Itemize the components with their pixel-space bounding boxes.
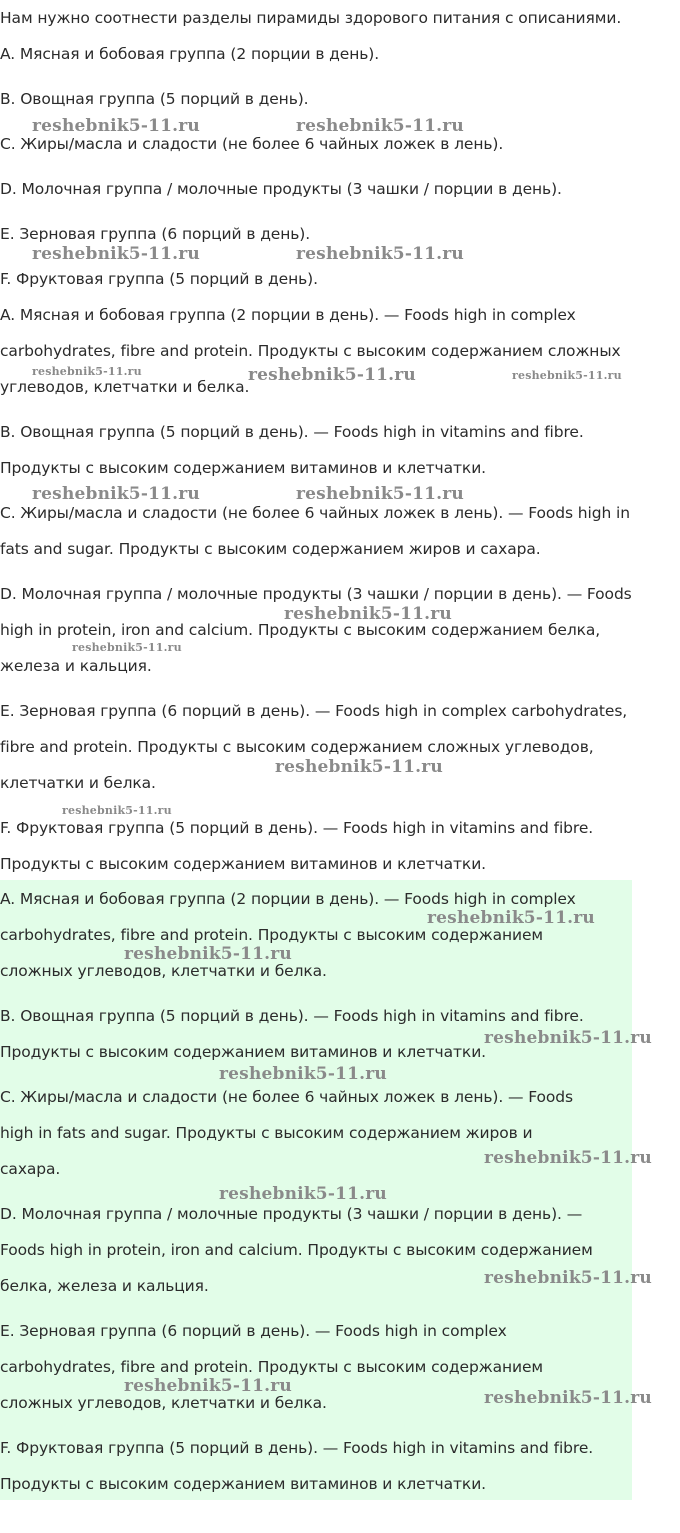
watermark-stamp: reshebnik5-11.ru: [219, 1064, 387, 1084]
watermark-stamp: reshebnik5-11.ru: [484, 1148, 652, 1168]
answer-c-line-2: high in fats and sugar. Продукты с высоким содержанием жиров и: [0, 1124, 533, 1142]
list-item-e: E. Зерновая группа (6 порций в день).: [0, 225, 311, 243]
answer-a-line-2: carbohydrates, fibre and protein. Продукты с высоким содержанием: [0, 926, 544, 944]
answer-a-line-1: A. Мясная и бобовая группа (2 порции в день). — Foods high in complex: [0, 890, 576, 908]
list-item-c: C. Жиры/масла и сладости (не более 6 чайных ложек в лень).: [0, 135, 504, 153]
match-a-line-1: A. Мясная и бобовая группа (2 порции в день). — Foods high in complex: [0, 306, 576, 324]
match-c-line-2: fats and sugar. Продукты с высоким содержанием жиров и сахара.: [0, 540, 541, 558]
answer-b-line-2: Продукты с высоким содержанием витаминов и клетчатки.: [0, 1043, 486, 1061]
match-d-line-2: high in protein, iron and calcium. Продукты с высоким содержанием белка,: [0, 621, 601, 639]
match-e-line-2: fibre and protein. Продукты с высоким содержанием сложных углеводов,: [0, 738, 594, 756]
match-b-line-2: Продукты с высоким содержанием витаминов и клетчатки.: [0, 459, 486, 477]
answer-b-line-1: B. Овощная группа (5 порций в день). — Foods high in vitamins and fibre.: [0, 1007, 584, 1025]
watermark-stamp: reshebnik5-11.ru: [275, 757, 443, 777]
intro-text: Нам нужно соотнести разделы пирамиды здорового питания с описаниями.: [0, 9, 622, 27]
watermark-stamp: reshebnik5-11.ru: [248, 365, 416, 385]
list-item-b: B. Овощная группа (5 порций в день).: [0, 90, 309, 108]
match-a-line-2: carbohydrates, fibre and protein. Продукты с высоким содержанием сложных: [0, 342, 621, 360]
match-e-line-1: E. Зерновая группа (6 порций в день). — Foods high in complex carbohydrates,: [0, 702, 628, 720]
watermark-stamp: reshebnik5-11.ru: [72, 641, 182, 654]
match-f-line-1: F. Фруктовая группа (5 порций в день). — Foods high in vitamins and fibre.: [0, 819, 594, 837]
watermark-stamp: reshebnik5-11.ru: [296, 484, 464, 504]
match-f-line-2: Продукты с высоким содержанием витаминов и клетчатки.: [0, 855, 486, 873]
match-b-line-1: B. Овощная группа (5 порций в день). — Foods high in vitamins and fibre.: [0, 423, 584, 441]
watermark-stamp: reshebnik5-11.ru: [219, 1184, 387, 1204]
answer-e-line-3: сложных углеводов, клетчатки и белка.: [0, 1394, 327, 1412]
list-item-d: D. Молочная группа / молочные продукты (3 чашки / порции в день).: [0, 180, 562, 198]
match-d-line-1: D. Молочная группа / молочные продукты (3 чашки / порции в день). — Foods: [0, 585, 632, 603]
match-a-line-3: углеводов, клетчатки и белка.: [0, 378, 250, 396]
watermark-stamp: reshebnik5-11.ru: [284, 604, 452, 624]
answer-d-line-3: белка, железа и кальция.: [0, 1277, 209, 1295]
match-c-line-1: C. Жиры/масла и сладости (не более 6 чайных ложек в лень). — Foods high in: [0, 504, 630, 522]
answer-d-line-1: D. Молочная группа / молочные продукты (3 чашки / порции в день). —: [0, 1205, 583, 1223]
watermark-stamp: reshebnik5-11.ru: [32, 365, 142, 378]
list-item-f: F. Фруктовая группа (5 порций в день).: [0, 270, 318, 288]
answer-a-line-3: сложных углеводов, клетчатки и белка.: [0, 962, 327, 980]
match-d-line-3: железа и кальция.: [0, 657, 152, 675]
answer-e-line-2: carbohydrates, fibre and protein. Продукты с высоким содержанием: [0, 1358, 544, 1376]
watermark-stamp: reshebnik5-11.ru: [32, 484, 200, 504]
watermark-stamp: reshebnik5-11.ru: [32, 244, 200, 264]
answer-d-line-2: Foods high in protein, iron and calcium. Продукты с высоким содержанием: [0, 1241, 593, 1259]
watermark-stamp: reshebnik5-11.ru: [512, 369, 622, 382]
list-item-a: A. Мясная и бобовая группа (2 порции в день).: [0, 45, 380, 63]
answer-c-line-1: C. Жиры/масла и сладости (не более 6 чайных ложек в лень). — Foods: [0, 1088, 573, 1106]
watermark-stamp: reshebnik5-11.ru: [296, 244, 464, 264]
watermark-stamp: reshebnik5-11.ru: [427, 908, 595, 928]
watermark-stamp: reshebnik5-11.ru: [124, 944, 292, 964]
answer-f-line-1: F. Фруктовая группа (5 порций в день). — Foods high in vitamins and fibre.: [0, 1439, 594, 1457]
watermark-stamp: reshebnik5-11.ru: [296, 116, 464, 136]
watermark-stamp: reshebnik5-11.ru: [484, 1388, 652, 1408]
watermark-stamp: reshebnik5-11.ru: [484, 1028, 652, 1048]
answer-c-line-3: сахара.: [0, 1160, 61, 1178]
watermark-stamp: reshebnik5-11.ru: [484, 1268, 652, 1288]
watermark-stamp: reshebnik5-11.ru: [62, 804, 172, 817]
answer-e-line-1: E. Зерновая группа (6 порций в день). — Foods high in complex: [0, 1322, 507, 1340]
watermark-stamp: reshebnik5-11.ru: [32, 116, 200, 136]
match-e-line-3: клетчатки и белка.: [0, 774, 156, 792]
watermark-stamp: reshebnik5-11.ru: [124, 1376, 292, 1396]
answer-f-line-2: Продукты с высоким содержанием витаминов и клетчатки.: [0, 1475, 486, 1493]
